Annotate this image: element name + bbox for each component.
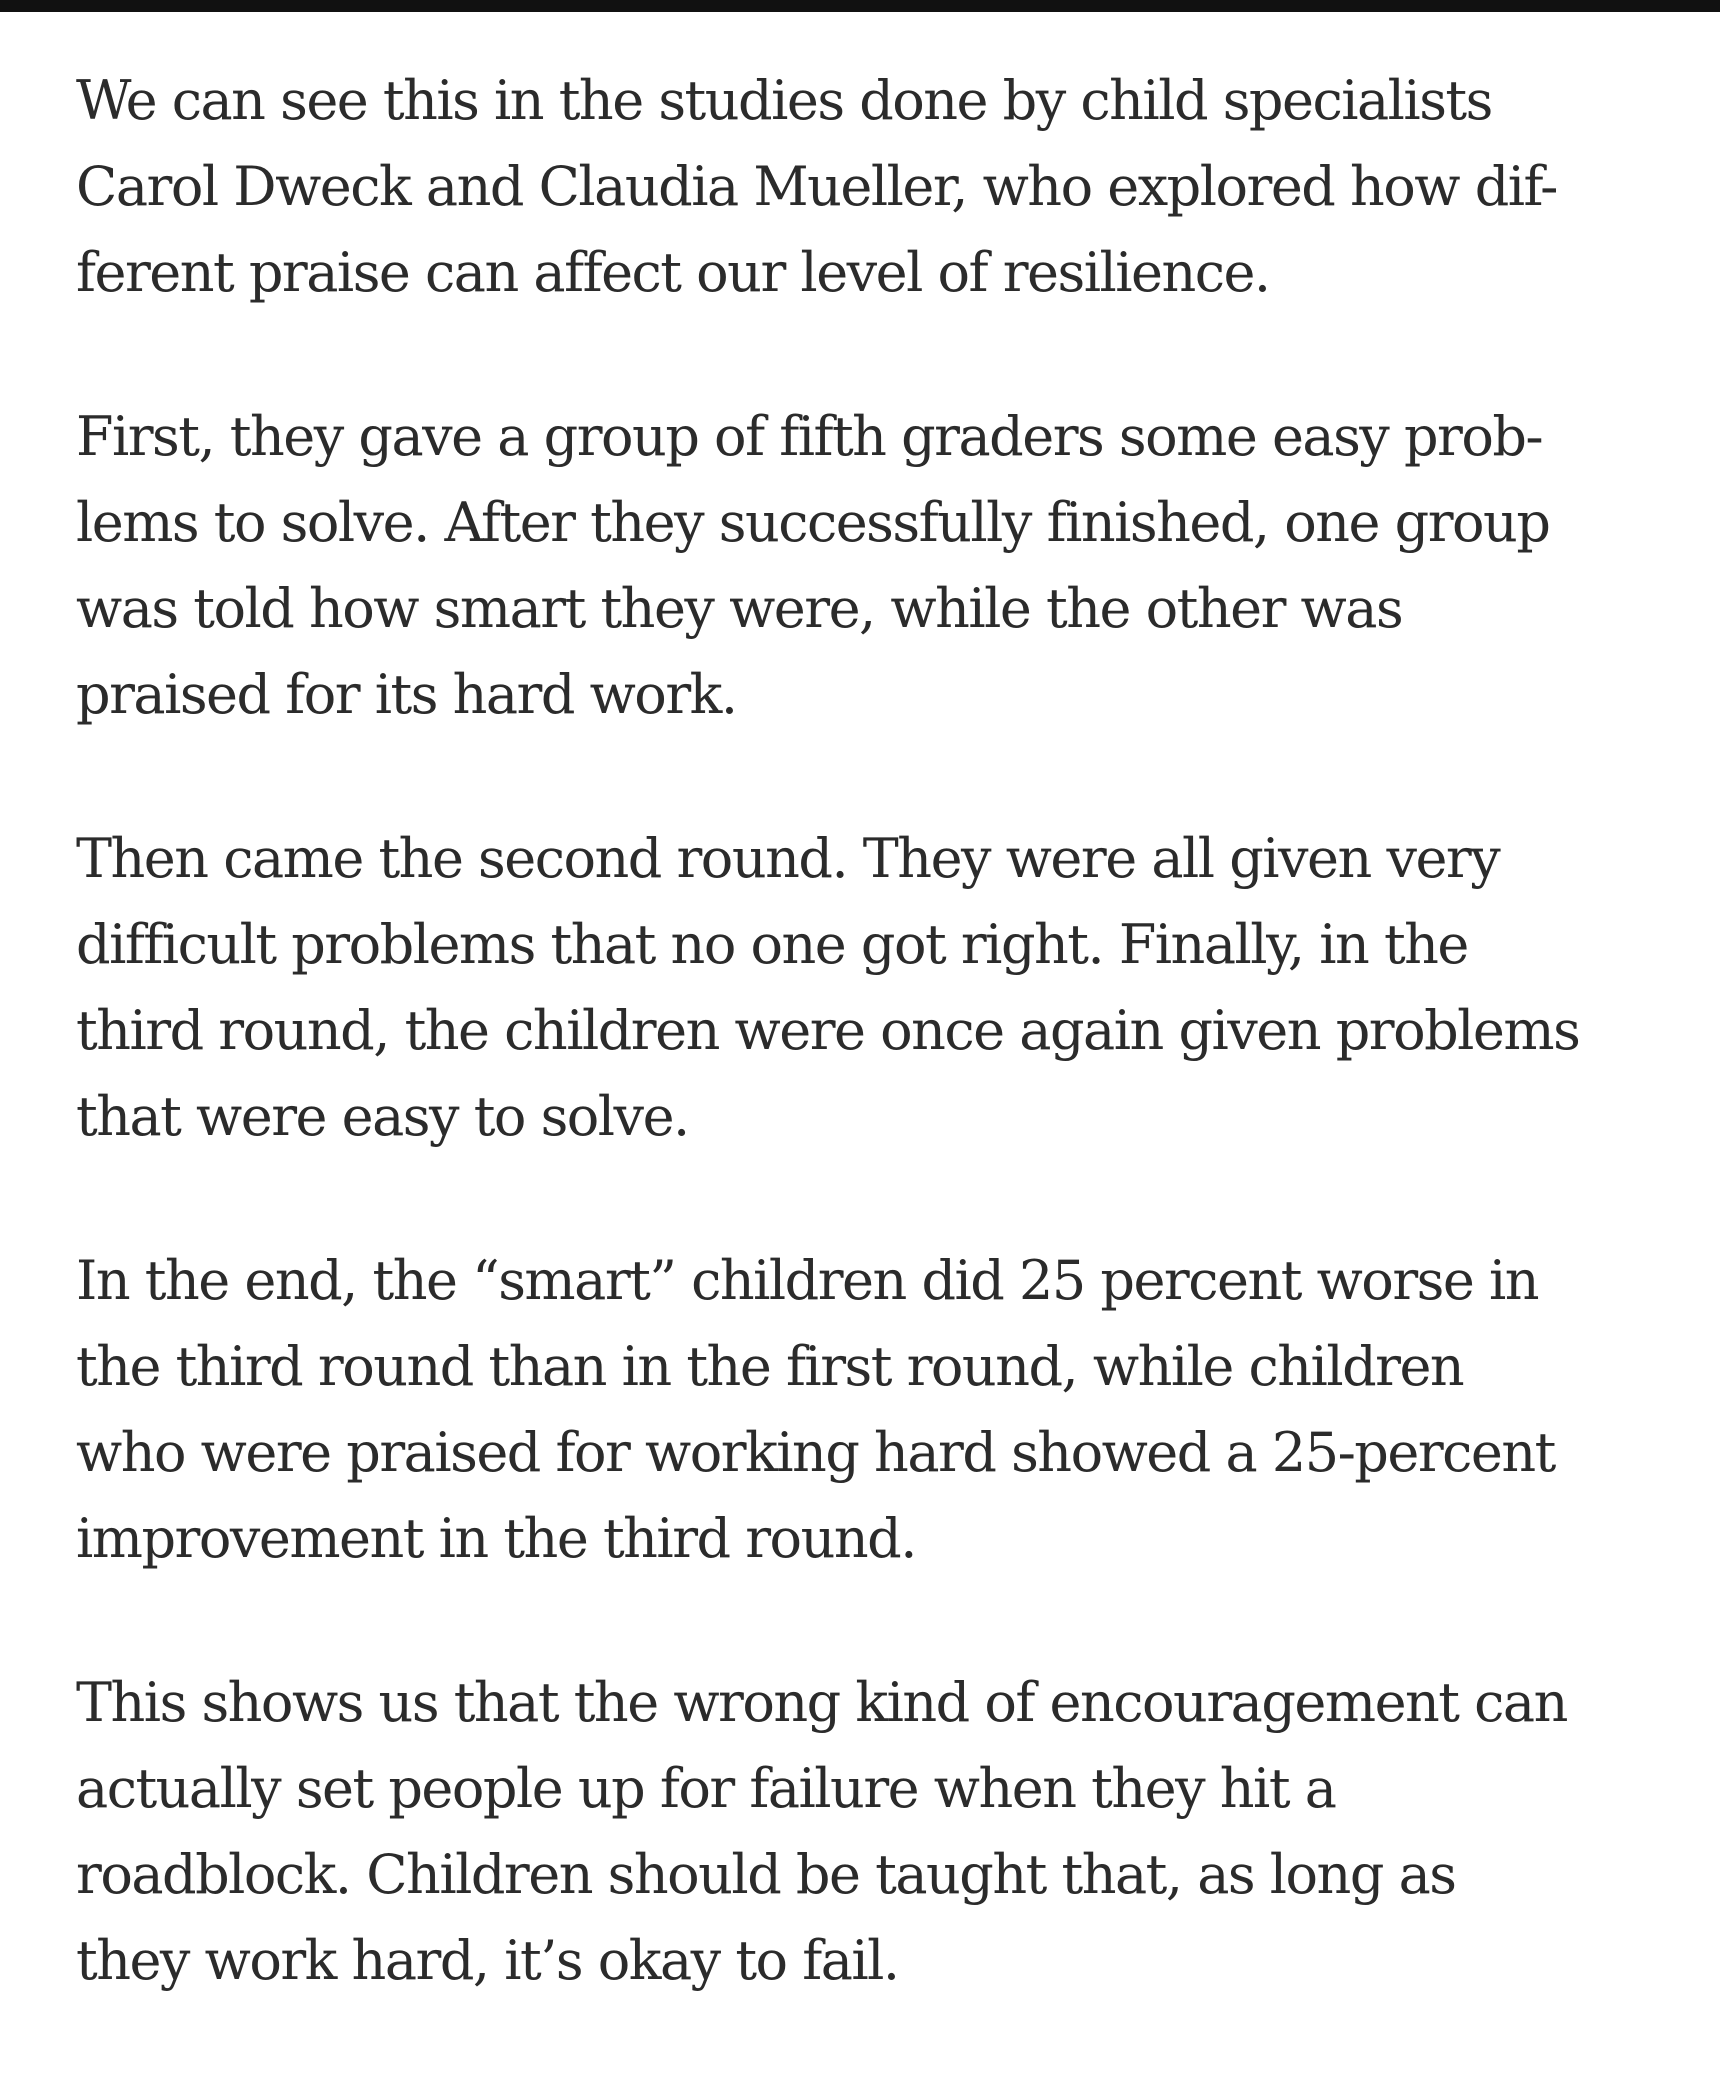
text-line: difficult problems that no one got right. Finally, in the <box>76 913 1468 976</box>
text-line: improvement in the third round. <box>76 1507 916 1570</box>
text-line: ferent praise can affect our level of resilience. <box>76 241 1270 304</box>
paragraph-5 <box>76 1660 1656 2004</box>
paragraph-1 <box>76 58 1656 316</box>
text-line: Carol Dweck and Claudia Mueller, who explored how dif- <box>76 155 1557 218</box>
text-line: actually set people up for failure when they hit a <box>76 1757 1336 1820</box>
text-line: third round, the children were once again given problems <box>76 999 1580 1062</box>
text-line: that were easy to solve. <box>76 1085 689 1148</box>
text-line: First, they gave a group of fifth graders some easy prob- <box>76 405 1543 468</box>
text-line: they work hard, it’s okay to fail. <box>76 1929 899 1992</box>
text-line: was told how smart they were, while the other was <box>76 577 1403 640</box>
text-line: lems to solve. After they successfully finished, one group <box>76 491 1550 554</box>
paragraph-4 <box>76 1238 1656 1582</box>
text-line: who were praised for working hard showed a 25-percent <box>76 1421 1555 1484</box>
reading-content <box>76 58 1656 2082</box>
paragraph-2 <box>76 394 1656 738</box>
text-line: We can see this in the studies done by child specialists <box>76 69 1492 132</box>
text-line: the third round than in the first round, while children <box>76 1335 1464 1398</box>
text-line: roadblock. Children should be taught that, as long as <box>76 1843 1456 1906</box>
text-line: praised for its hard work. <box>76 663 737 726</box>
top-status-bar <box>0 0 1720 12</box>
text-line: In the end, the “smart” children did 25 percent worse in <box>76 1249 1539 1312</box>
text-line: This shows us that the wrong kind of encouragement can <box>76 1671 1567 1734</box>
text-line: Then came the second round. They were all given very <box>76 827 1500 890</box>
paragraph-3 <box>76 816 1656 1160</box>
